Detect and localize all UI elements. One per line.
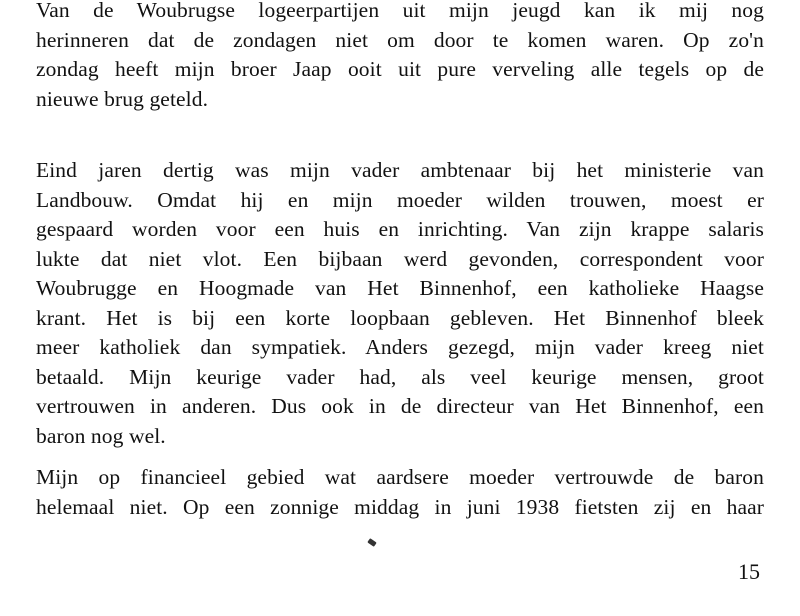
- scan-speck: [367, 538, 376, 547]
- text-line: Woubrugge en Hoogmade van Het Binnenhof, een katholieke Haagse: [36, 276, 764, 300]
- text-line: Mijn op financieel gebied wat aardsere moeder vertrouwde de baron: [36, 465, 764, 489]
- text-line: helemaal niet. Op een zonnige middag in juni 1938 fietsten zij en haar: [36, 494, 764, 519]
- paragraph-1: [36, 0, 764, 114]
- text-line: vertrouwen in anderen. Dus ook in de directeur van Het Binnenhof, een: [36, 394, 764, 418]
- text-line: Van de Woubrugse logeerpartijen uit mijn jeugd kan ik mij nog: [36, 0, 764, 22]
- text-line: betaald. Mijn keurige vader had, als veel keurige mensen, groot: [36, 364, 764, 389]
- text-line: baron nog wel.: [36, 423, 166, 448]
- paragraph-2: [36, 156, 764, 451]
- page-number: 15: [738, 559, 760, 584]
- text-line: krant. Het is bij een korte loopbaan gebleven. Het Binnenhof bleek: [36, 305, 764, 330]
- text-line: lukte dat niet vlot. Een bijbaan werd gevonden, correspondent voor: [36, 246, 764, 271]
- text-line: gespaard worden voor een huis en inrichting. Van zijn krappe salaris: [36, 217, 764, 241]
- text-line: nieuwe brug geteld.: [36, 86, 209, 111]
- text-line: meer katholiek dan sympatiek. Anders gezegd, mijn vader kreeg niet: [36, 335, 764, 359]
- text-line: herinneren dat de zondagen niet om door te komen waren. Op zo'n: [36, 27, 764, 52]
- text-line: Eind jaren dertig was mijn vader ambtenaar bij het ministerie van: [36, 158, 764, 182]
- text-line: Landbouw. Omdat hij en mijn moeder wilden trouwen, moest er: [36, 187, 764, 212]
- text-line: zondag heeft mijn broer Jaap ooit uit pure verveling alle tegels op de: [36, 57, 764, 81]
- paragraph-3: [36, 463, 764, 522]
